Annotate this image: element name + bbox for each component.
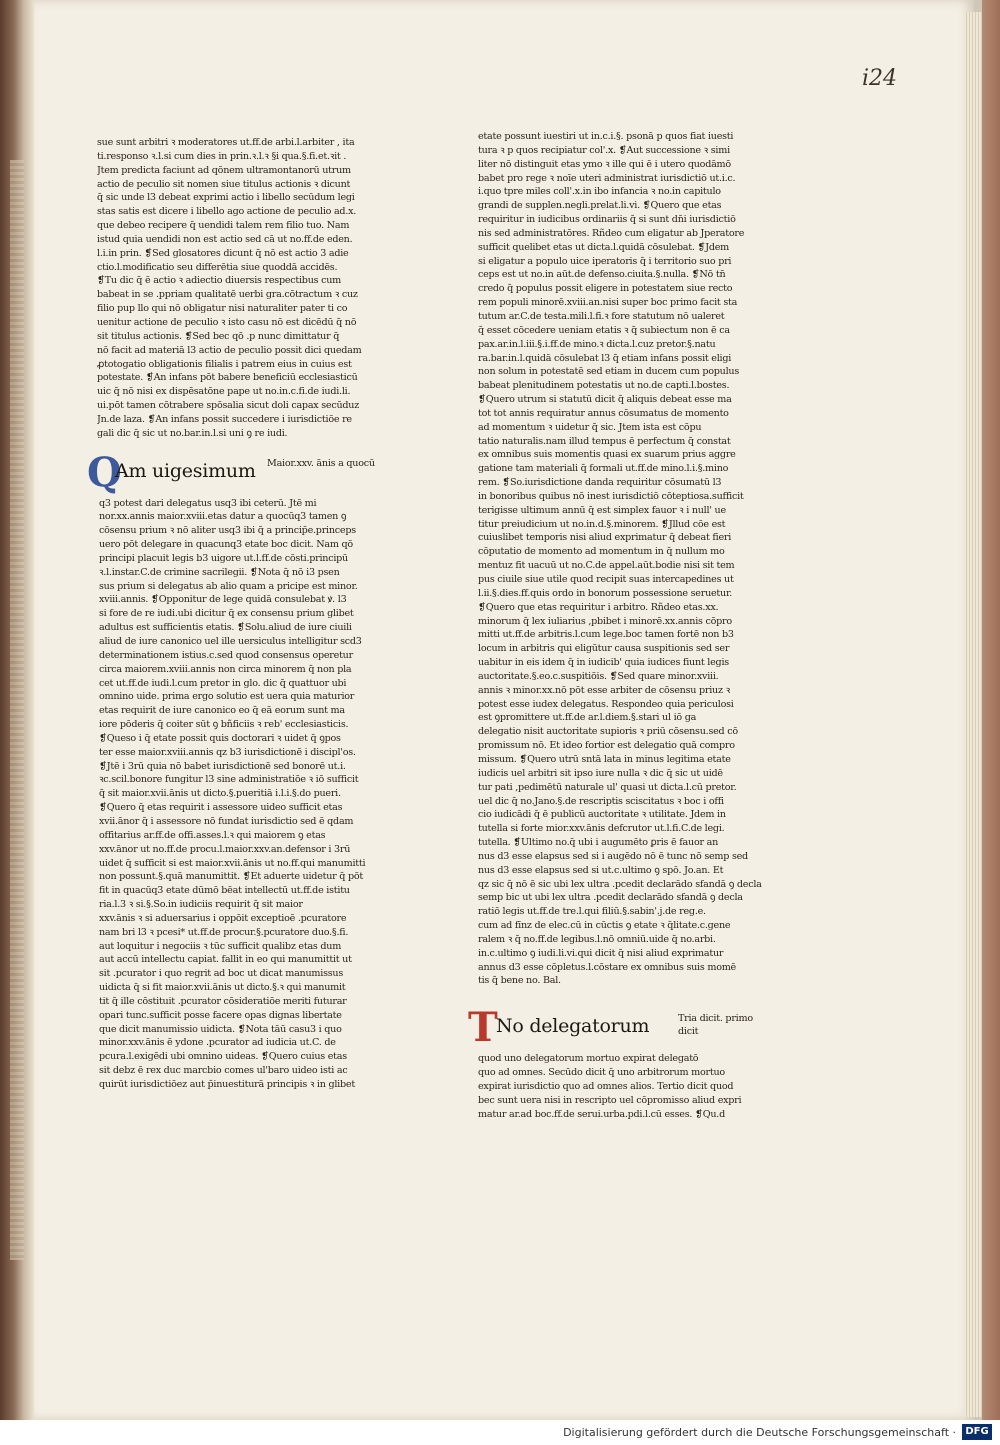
text-line: ratiō legis ut.ff.de tre.l.qui filiū.§.sabin'.j.de reg.e.	[478, 906, 706, 918]
text-line: ctio.l.modificatio seu differētia siue quoddā accidēs.	[97, 261, 338, 273]
text-line: terigisse ultimum annū q̄ est simplex fauor ꝛ i null' ue	[478, 504, 726, 516]
right-column-lines-a	[478, 130, 778, 988]
text-line: nam bri l3 ꝛ pcesi* ut.ff.de procur.§.pcuratore duo.§.fi.	[99, 926, 349, 938]
footer-credit: Digitalisierung gefördert durch die Deutsche Forschungsgemeinschaft ·	[563, 1426, 956, 1439]
text-line: uic q̄ nō nisi ex dispēsatōne pape ut no.in.c.fi.de iudi.li.	[97, 386, 351, 398]
text-line: xvii.ānor q̄ i assessore nō fundat iurisdictio sed ē qdam	[99, 815, 354, 827]
text-line: tutella si forte mior.xxv.ānis defcrutor ut.l.fi.C.de legi.	[478, 823, 725, 835]
text-line: actio de peculio sit nomen siue titulus actionis ꝛ dicunt	[97, 178, 351, 190]
text-line: Jn.de laza. ❡An infans possit succedere i iurisdictiōe re	[97, 413, 352, 425]
text-line: xviii.annis. ❡Opponitur de lege quidā consulebat ꝟ. l3	[99, 594, 347, 606]
text-line: principi placuit legis b3 uigore ut.l.ff.de cōsti.principū	[99, 552, 348, 564]
text-line: cet ut.ff.de iudi.l.cum pretor in glo. dic q̄ quattuor ubi	[99, 677, 347, 689]
text-line: requiritur in iudicibus ordinariis q̄ si sunt dn̄i iurisdictiō	[478, 214, 736, 226]
text-line: offitarius ar.ff.de offi.asses.l.ꝛ qui maiorem ꝯ etas	[99, 829, 326, 841]
page-edges	[964, 12, 982, 1417]
text-line: sit titulus actionis. ❡Sed bec qō .p nunc dimittatur q̄	[97, 330, 340, 342]
section-heading-1	[87, 448, 397, 496]
right-column-lines-b	[478, 1052, 778, 1121]
text-line: uabitur in eis idem q̄ in iudicib' quia iudices fiunt legis	[478, 657, 729, 669]
text-line: ꝛc.scil.bonore fungitur l3 sine administratiōe ꝛ iō sufficit	[99, 774, 359, 786]
heading-text: Am uigesimum	[115, 459, 256, 482]
text-line: si fore de re iudi.ubi dicitur q̄ ex consensu prium glibet	[99, 608, 354, 620]
text-line: cōputatio de momento ad momentum in q̄ nullum mo	[478, 546, 725, 558]
text-line: gali dic q̄ sic ut no.bar.in.l.si uni ꝯ re iudi.	[97, 427, 288, 439]
text-line: credo q̄ populus possit eligere in potestatem siue recto	[478, 283, 733, 295]
heading-subtext: Tria dicit. primo dicit	[678, 1013, 753, 1038]
text-line: sue sunt arbitri ꝛ moderatores ut.ff.de arbi.l.arbiter , ita	[97, 137, 355, 148]
left-column-lines-a	[97, 136, 397, 441]
text-line: ❡Quero q̄ etas requirit i assessore uideo sufficit etas	[99, 802, 343, 814]
rubricated-initial: T	[468, 1004, 498, 1052]
book-cover-right	[982, 0, 1000, 1420]
text-line: aut loquitur i negociis ꝛ tūc sufficit qualibz etas dum	[99, 940, 342, 952]
text-line: xxv.ānis ꝛ si aduersarius i oppōit exceptioē .pcuratore	[99, 912, 347, 924]
text-line: ex omnibus suis momentis quasi ex suarum prius aggre	[478, 449, 736, 461]
text-line: rem. ❡So.iurisdictione danda requiritur cōsumatū l3	[478, 477, 722, 489]
text-line: potest esse iudex delegatus. Respondeo quia periculosi	[478, 698, 734, 710]
text-line: uel dic q̄ no.Jano.§.de rescriptis sciscitatus ꝛ boc i offi	[478, 795, 724, 807]
dfg-logo: DFG	[962, 1424, 992, 1440]
left-text-column	[87, 136, 397, 1092]
footer-bar	[0, 1420, 1000, 1445]
left-column-lines-b	[97, 497, 397, 1092]
text-line: quo ad omnes. Secūdo dicit q̄ uno arbitrorum mortuo	[478, 1067, 725, 1079]
text-line: istud quia uendidi non est actio sed cā ut no.ff.de eden.	[97, 233, 353, 245]
text-line: expirat iurisdictio quo ad omnes alios. Tertio dicit quod	[478, 1081, 734, 1092]
text-line: sufficit quelibet etas ut dicta.l.quidā cōsulebat. ❡Jdem	[478, 241, 730, 253]
text-line: non solum in potestatē sed etiam in ducem cum populus	[478, 366, 740, 378]
text-line: matur ar.ad boc.ff.de serui.urba.pdi.l.cū esses. ❡Qu.d	[478, 1108, 725, 1120]
text-line: uidet q̄ sufficit si est maior.xvii.ānis ut no.ff.qui manumitti	[99, 857, 366, 869]
text-line: in bonoribus quibus nō inest iurisdictiō cōteptiosa.sufficit	[478, 490, 744, 502]
text-line: l.ii.§.dies.ff.quis ordo in bonorum possessione seruetur.	[478, 587, 733, 599]
text-line: non possunt.§.quā manumittit. ❡Et aduerte uidetur q̄ pōt	[99, 871, 364, 883]
text-line: uero pōt delegare in quacunq3 etate boc dicit. Nam qō	[99, 539, 353, 551]
text-line: ad momentum ꝛ uidetur q̄ sic. Jtem ista est cōpu	[478, 421, 702, 433]
text-line: cum ad fīnz de elec.cū in cūctis ꝯ etate ꝛ q̄litate.c.gene	[478, 920, 731, 932]
text-line: iudicis uel arbitri sit ipso iure nulla ꝛ dic q̄ sic ut uidē	[478, 767, 723, 779]
text-line: qz sic q̄ nō ē sic ubi lex ultra .pcedit declarādo sfandā ꝯ decla	[478, 878, 762, 890]
text-line: l.i.in prin. ❡Sed glosatores dicunt q̄ nō est actio 3 adie	[97, 247, 349, 259]
text-line: Jtem predicta faciunt ad qōnem ultramontanorū utrum	[97, 164, 351, 176]
text-line: mitti ut.ff.de arbitris.l.cum lege.boc tamen fortē non b3	[478, 629, 734, 641]
text-line: promissum nō. Et ideo fortior est delegatio quā compro	[478, 740, 735, 752]
text-line: tit q̄ ille cōstituit .pcurator cōsideratiōe meriti futurar	[99, 995, 347, 1007]
text-line: xxv.ānor ut no.ff.de procu.l.maior.xxv.an.defensor i 3rū	[99, 843, 351, 855]
text-line: omnino uide. prima ergo solutio est uera quia maturior	[99, 691, 355, 703]
text-line: grandi de supplen.negli.prelat.li.vi. ❡Quero que etas	[478, 200, 722, 212]
text-line: iore pōderis q̄ coiter sūt ꝯ bñficiis ꝛ reb' ecclesiasticis.	[99, 719, 349, 731]
text-line: sit .pcurator i quo regrit ad boc ut dicat manumissus	[99, 968, 344, 980]
text-line: tur pati ,pedimētū naturale ul' quasi ut dicta.l.cū pretor.	[478, 781, 737, 793]
text-line: semp bic ut ubi lex ultra .pcedit declarādo sfandā ꝯ decla	[478, 892, 743, 904]
text-line: etate possunt iuestiri ut in.c.i.§. psonā p quos fiat iuesti	[478, 131, 734, 142]
text-line: mentuz fit uacuū ut no.C.de appel.aūt.bodie nisi sit tem	[478, 560, 735, 572]
text-line: ceps est ut no.in aūt.de defenso.ciuita.§.nulla. ❡Nō tn̄	[478, 269, 726, 281]
text-line: cōsensu prium ꝛ nō aliter usq3 ibi q̄ a princip̄e.princeps	[99, 525, 356, 537]
text-line: nus d3 esse elapsus sed si i augēdo nō ē tunc nō semp sed	[478, 850, 748, 862]
text-line: titur preiudicium ut no.in.d.§.minorem. ❡Jllud cōe est	[478, 518, 726, 530]
text-line: rem populi minorē.xviii.an.nisi super boc primo facit sta	[478, 297, 738, 309]
text-line: est ꝯpromittere ut.ff.de ar.l.diem.§.stari ul iō ga	[478, 712, 697, 724]
text-line: q3 potest dari delegatus usq3 ibi ceterū. Jtē mi	[99, 497, 317, 509]
text-line: in.c.ultimo ꝯ iudi.li.vi.qui dicit q̄ nisi aliud exprimatur	[478, 947, 724, 959]
text-line: uidicta q̄ si fit maior.xvii.ānis ut dicto.§.ꝛ qui manumit	[99, 982, 346, 994]
text-line: nō facit ad materiā l3 actio de peculio possit dici quedam	[97, 344, 362, 356]
heading-text: No delegatorum	[496, 1015, 650, 1038]
text-line: annus d3 esse cōpletus.l.cōstare ex omnibus suis momē	[478, 961, 736, 973]
heading-subtext: Maior.xxv. ānis a quocū	[267, 457, 375, 469]
text-line: ti.responso ꝛ.l.si cum dies in prin.ꝛ.l.ꝛ §i qua.§.fi.et.ꝛit .	[97, 150, 347, 162]
text-line: si eligatur a populo uice iperatoris q̄ i territorio suo pri	[478, 255, 732, 267]
text-line: ꝛ.l.instar.C.de crimine sacrilegii. ❡Nota q̄ nō i3 psen	[99, 566, 340, 578]
text-line: q̄ esset cōcedere ueniam etatis ꝛ q̄ subiectum non ē ca	[478, 324, 730, 336]
text-line: fit in quacūq3 etate dūmō bēat intellectū ut.ff.de istitu	[99, 885, 350, 897]
folio-number: i24	[862, 66, 898, 91]
text-line: i.quo tpre miles coll'.x.in ibo infancia ꝛ no.in capitulo	[478, 186, 721, 198]
text-line: pcura.l.exigēdi ubi omnino uideas. ❡Quero cuius etas	[99, 1051, 347, 1063]
text-line: ria.l.3 ꝛ si.§.So.in iudiciis requirit q̄ sit maior	[99, 899, 303, 911]
text-line: babeat in se .ppriam qualitatē uerbi gra.cōtractum ꝛ cuz	[97, 289, 358, 301]
text-line: opari tunc.sufficit posse facere opas dignas libertate	[99, 1009, 342, 1021]
text-line: ❡Tu dic q̄ ē actio ꝛ adiectio diuersis respectibus cum	[97, 275, 341, 287]
decorated-initial: Q	[87, 448, 122, 496]
text-line: etas requirit de iure canonico eo q̄ eā eorum sunt ma	[99, 705, 345, 717]
text-line: filio pup llo qui nō obligatur nisi naturaliter pater ti co	[97, 303, 348, 315]
text-line: tis q̄ bene no. Bal.	[478, 975, 561, 987]
text-line: quirūt iurisdictiōez aut p̄inuestiturā principis ꝛ in glibet	[99, 1079, 355, 1090]
text-line: stas satis est dicere i libello ago actione de peculio ad.x.	[97, 206, 357, 218]
text-line: delegatio nisit auctoritate supioris ꝛ priū cōsensu.sed cō	[478, 726, 738, 738]
text-line: ter esse maior.xviii.annis qz b3 iurisdictionē i discipl'os.	[99, 746, 356, 758]
text-line: que dicit manumissio uidicta. ❡Nota tāū casu3 i quo	[99, 1023, 342, 1035]
text-line: q̄ sit maior.xvii.ānis ut dicto.§.pueritiā i.l.i.§.do pueri.	[99, 788, 341, 800]
section-heading-2	[468, 1004, 778, 1052]
text-line: babet pro rege ꝛ noīe uteri administrat iurisdictiō ut.i.c.	[478, 172, 736, 184]
text-line: sit debz ē rex duc marcbio comes ul'baro uideo isti ac	[99, 1065, 348, 1077]
text-line: babeat plenitudinem potestatis ut no.de capti.l.bostes.	[478, 380, 730, 392]
text-line: determinationem istius.c.sed quod consensus operetur	[99, 649, 353, 661]
book-binding-left	[0, 0, 34, 1420]
text-line: ❡Jtē i 3rū quia nō babet iurisdictionē sed bonorē ut.i.	[99, 760, 346, 772]
text-line: pax.ar.in.l.iii.§.i.ff.de mino.ꝛ dicta.l.cuz pretor.§.natu	[478, 338, 716, 350]
text-line: q̄ sic unde l3 debeat exprimi actio i libello secūdum legi	[97, 192, 355, 204]
text-line: annis ꝛ minor.xx.nō pōt esse arbiter de cōsensu priuz ꝛ	[478, 684, 730, 696]
text-line: aliud de iure canonico uel ille uersiculus intelligitur scd3	[99, 636, 362, 647]
text-line: ra.bar.in.l.quidā cōsulebat l3 q̄ etiam infans possit eligi	[478, 352, 732, 364]
text-line: nis sed administratōres. Rñdeo cum eligatur ab Jperatore	[478, 227, 745, 239]
text-line: pus ciuile siue utile quod recipit suas intercapedines ut	[478, 574, 734, 585]
text-line: potestate. ❡An infans pōt babere beneficiū ecclesiasticū	[97, 372, 358, 384]
text-line: uenitur actione de peculio ꝛ isto casu nō est dicēdū q̄ nō	[97, 316, 357, 328]
text-line: bec sunt uera nisi in rescripto uel cōpromisso aliud expri	[478, 1094, 742, 1106]
text-line: tutum ar.C.de testa.mili.l.fi.ꝛ fore statutum nō ualeret	[478, 310, 725, 322]
text-line: ❡Quero utrum si statutū dicit q̄ aliquis debeat esse ma	[478, 394, 732, 406]
text-line: minor.xxv.ānis ē ydone .pcurator ad iudicia ut.C. de	[99, 1037, 336, 1049]
text-line: sus prium si delegatus ab alio quam a pricipe est minor.	[99, 580, 358, 592]
text-line: ralem ꝛ q̄ no.ff.de legibus.l.nō omniū.uide q̄ no.arbi.	[478, 933, 716, 945]
text-line: que debeo recipere q̄ uendidi talem rem filio tuo. Nam	[97, 220, 350, 232]
text-line: circa maiorem.xviii.annis non circa minorem q̄ non pla	[99, 663, 352, 675]
text-line: tura ꝛ p quos recipiatur col'.x. ❡Aut successione ꝛ simi	[478, 144, 730, 156]
right-text-column	[468, 130, 778, 1122]
text-line: ꝓtotogatio obligationis filialis i patrem eius in cuius est	[97, 358, 352, 370]
text-line: cio iudicādi q̄ ē publicū auctoritate ꝛ utilitate. Jdem in	[478, 809, 726, 821]
text-line: locum in arbitris qui eligūtur causa suspitionis sed ser	[478, 643, 730, 655]
text-line: ui.pōt tamen cōtrabere spōsalia sicut doli capax secūduz	[97, 400, 360, 412]
text-line: quod uno delegatorum mortuo expirat delegatō	[478, 1053, 699, 1065]
text-line: tot tot annis requiratur annus cōsumatus de momento	[478, 407, 729, 419]
text-line: ❡Queso i q̄ etate possit quis doctorari ꝛ uidet q̄ ꝯpos	[99, 732, 341, 744]
text-line: minorum q̄ lex iuliarius ,pbibet i minorē.xx.annis cōpro	[478, 615, 732, 627]
text-line: tatio naturalis.nam illud tempus ē perfectum q̄ constat	[478, 435, 731, 447]
text-line: tutella. ❡Ultimo no.q̄ ubi i augumēto ꝑris ē fauor an	[478, 837, 719, 849]
text-line: adultus est sufficientis etatis. ❡Solu.aliud de iure ciuili	[99, 622, 352, 634]
text-line: cuiuslibet temporis nisi aliud exprimatur q̄ debeat fieri	[478, 532, 732, 544]
text-line: nor.xx.annis maior.xviii.etas datur a quocūq3 tamen ꝯ	[99, 511, 347, 523]
text-line: gatione tam materiali q̄ formali ut.ff.de mino.l.i.§.mino	[478, 463, 729, 475]
text-line: aut accū intellectu capiat. fallit in eo qui manumittit ut	[99, 954, 352, 966]
text-line: liter nō distinguit etas ymo ꝛ ille qui ē i utero quodāmō	[478, 158, 731, 170]
text-line: nus d3 esse elapsus sed si ut.c.ultimo ꝯ spō. Jo.an. Et	[478, 864, 724, 876]
text-line: auctoritate.§.eo.c.suspitiōis. ❡Sed quare minor.xviii.	[478, 670, 719, 682]
text-line: ❡Quero que etas requiritur i arbitro. Rñdeo etas.xx.	[478, 601, 719, 613]
text-line: missum. ❡Quero utrū sntā lata in minus legitima etate	[478, 753, 731, 765]
